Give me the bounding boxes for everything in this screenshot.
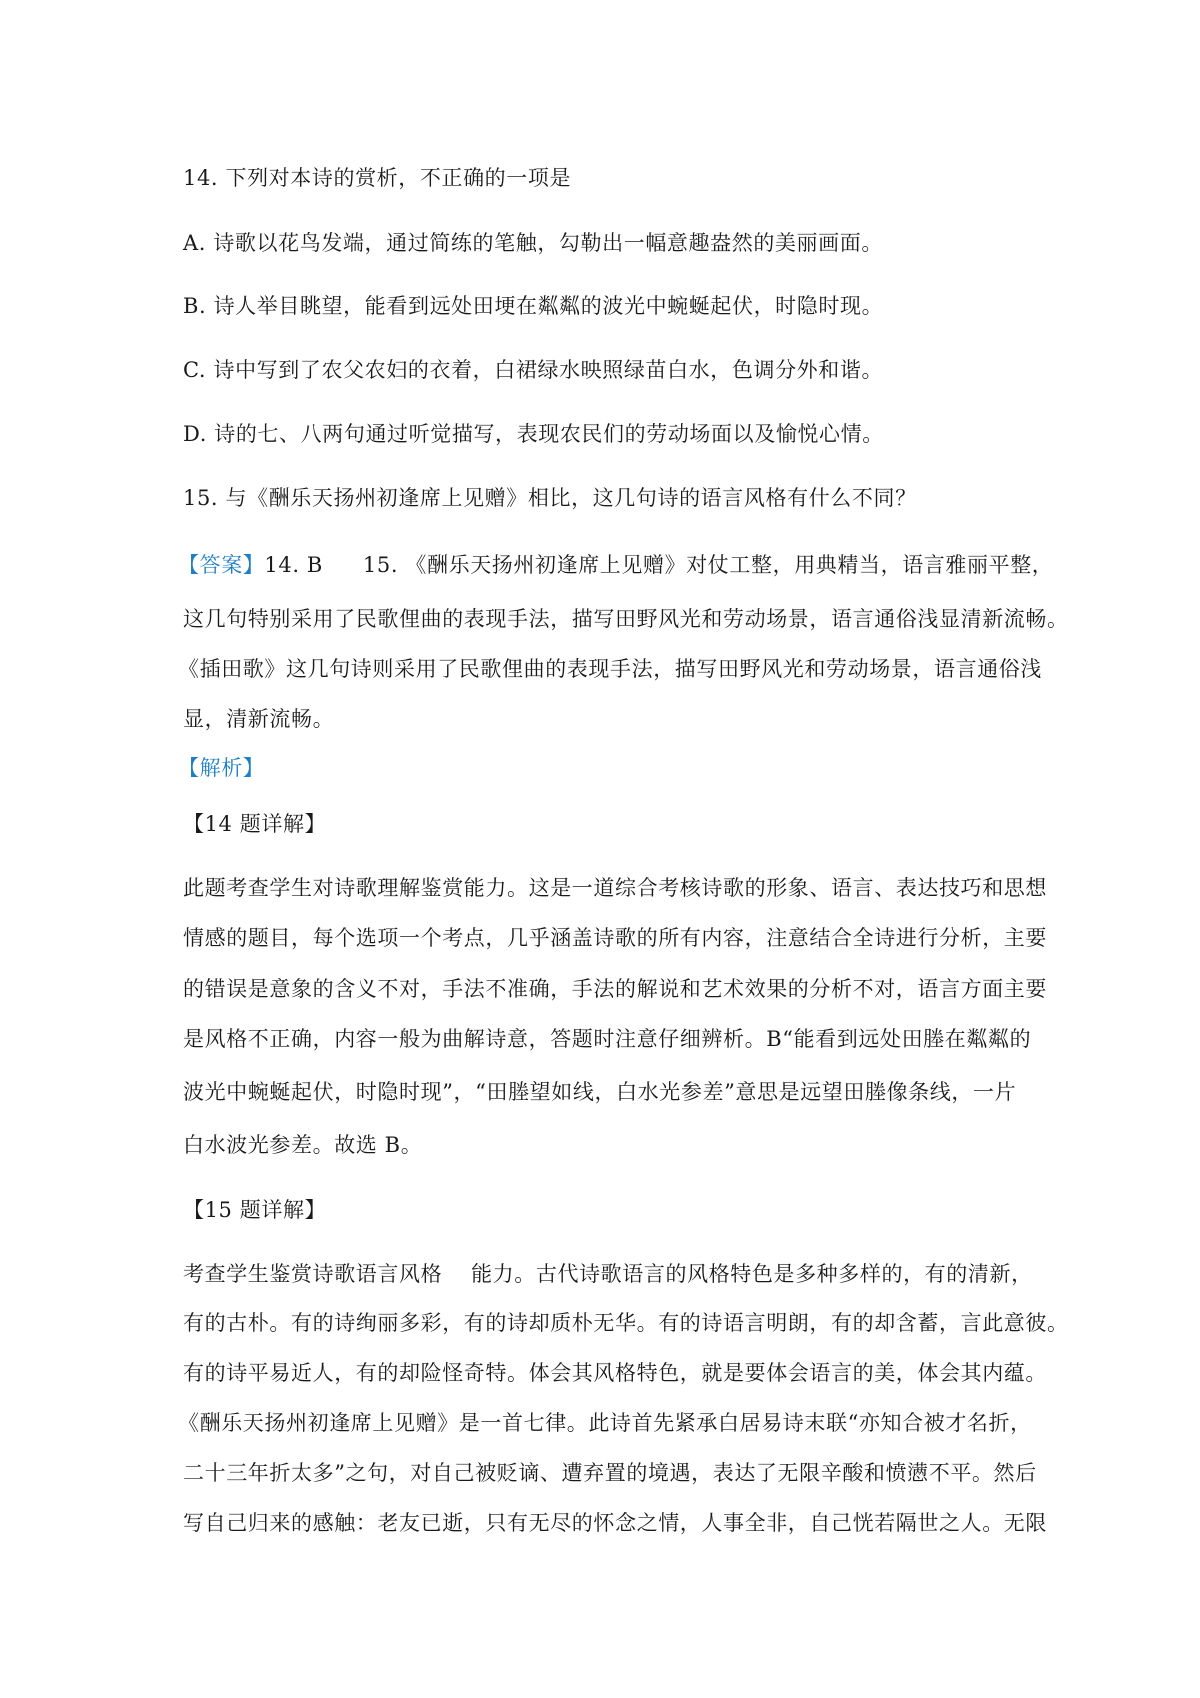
detail-15-line-2: 有的古朴。有的诗绚丽多彩，有的诗却质朴无华。有的诗语言明朗，有的却含蓄，言此意彼。 [183, 1311, 1069, 1335]
detail-14-line-1: 此题考查学生对诗歌理解鉴赏能力。这是一道综合考核诗歌的形象、语言、表达技巧和思想 [183, 876, 1047, 900]
q14-stem: 14. 下列对本诗的赏析，不正确的一项是 [183, 166, 572, 190]
answer-line-3: 《插田歌》这几句诗则采用了民歌俚曲的表现手法，描写田野风光和劳动场景，语言通俗浅 [178, 657, 1042, 681]
detail-14-line-2: 情感的题目，每个选项一个考点，几乎涵盖诗歌的所有内容，注意结合全诗进行分析，主要 [183, 926, 1047, 950]
detail-15-line-4: 《酬乐天扬州初逢席上见赠》是一首七律。此诗首先紧承白居易诗末联“亦知合被才名折， [178, 1411, 1032, 1435]
detail-14-title: 【14 题详解】 [183, 812, 327, 836]
answer-15-first: 15. 《酬乐天扬州初逢席上见赠》对仗工整，用典精当，语言雅丽平整， [362, 553, 1054, 577]
detail-14-line-6: 白水波光参差。故选 B。 [183, 1133, 423, 1157]
answer-14: 14. B [264, 553, 323, 577]
detail-15-title: 【15 题详解】 [183, 1198, 327, 1222]
detail-14-line-5: 波光中蜿蜒起伏，时隐时现”，“田塍望如线，白水光参差”意思是远望田塍像条线，一片 [183, 1080, 1017, 1104]
q14-option-d: D. 诗的七、八两句通过听觉描写，表现农民们的劳动场面以及愉悦心情。 [183, 422, 884, 446]
q14-option-c: C. 诗中写到了农父农妇的衣着，白裙绿水映照绿苗白水，色调分外和谐。 [183, 358, 884, 382]
q14-option-a: A. 诗歌以花鸟发端，通过简练的笔触，勾勒出一幅意趣盎然的美丽画面。 [183, 231, 883, 255]
answer-line-4: 显，清新流畅。 [183, 707, 335, 731]
detail-15-line-3: 有的诗平易近人，有的却险怪奇特。体会其风格特色，就是要体会语言的美，体会其内蕴。 [183, 1361, 1047, 1385]
analysis-label: 【解析】 [178, 756, 265, 780]
q15-stem: 15. 与《酬乐天扬州初逢席上见赠》相比，这几句诗的语言风格有什么不同？ [183, 486, 917, 510]
detail-15-line-1: 考查学生鉴赏诗歌语言风格 能力。古代诗歌语言的风格特色是多种多样的，有的清新， [183, 1262, 1033, 1286]
detail-15-line-5: 二十三年折太多”之句，对自己被贬谪、遭弃置的境遇，表达了无限辛酸和愤懑不平。然后 [183, 1461, 1037, 1485]
detail-15-line-6: 写自己归来的感触：老友已逝，只有无尽的怀念之情，人事全非，自己恍若隔世之人。无限 [183, 1511, 1047, 1535]
answer-line-2: 这几句特别采用了民歌俚曲的表现手法，描写田野风光和劳动场景，语言通俗浅显清新流畅。 [183, 607, 1069, 631]
detail-14-line-3: 的错误是意象的含义不对，手法不准确，手法的解说和艺术效果的分析不对，语言方面主要 [183, 977, 1047, 1001]
answer-line-1 [178, 551, 1053, 579]
q14-option-b: B. 诗人举目眺望，能看到远处田埂在粼粼的波光中蜿蜒起伏，时隐时现。 [183, 294, 884, 318]
answer-label: 【答案】 [178, 553, 265, 577]
detail-14-line-4: 是风格不正确，内容一般为曲解诗意，答题时注意仔细辨析。B“能看到远处田塍在粼粼的 [183, 1027, 1032, 1051]
